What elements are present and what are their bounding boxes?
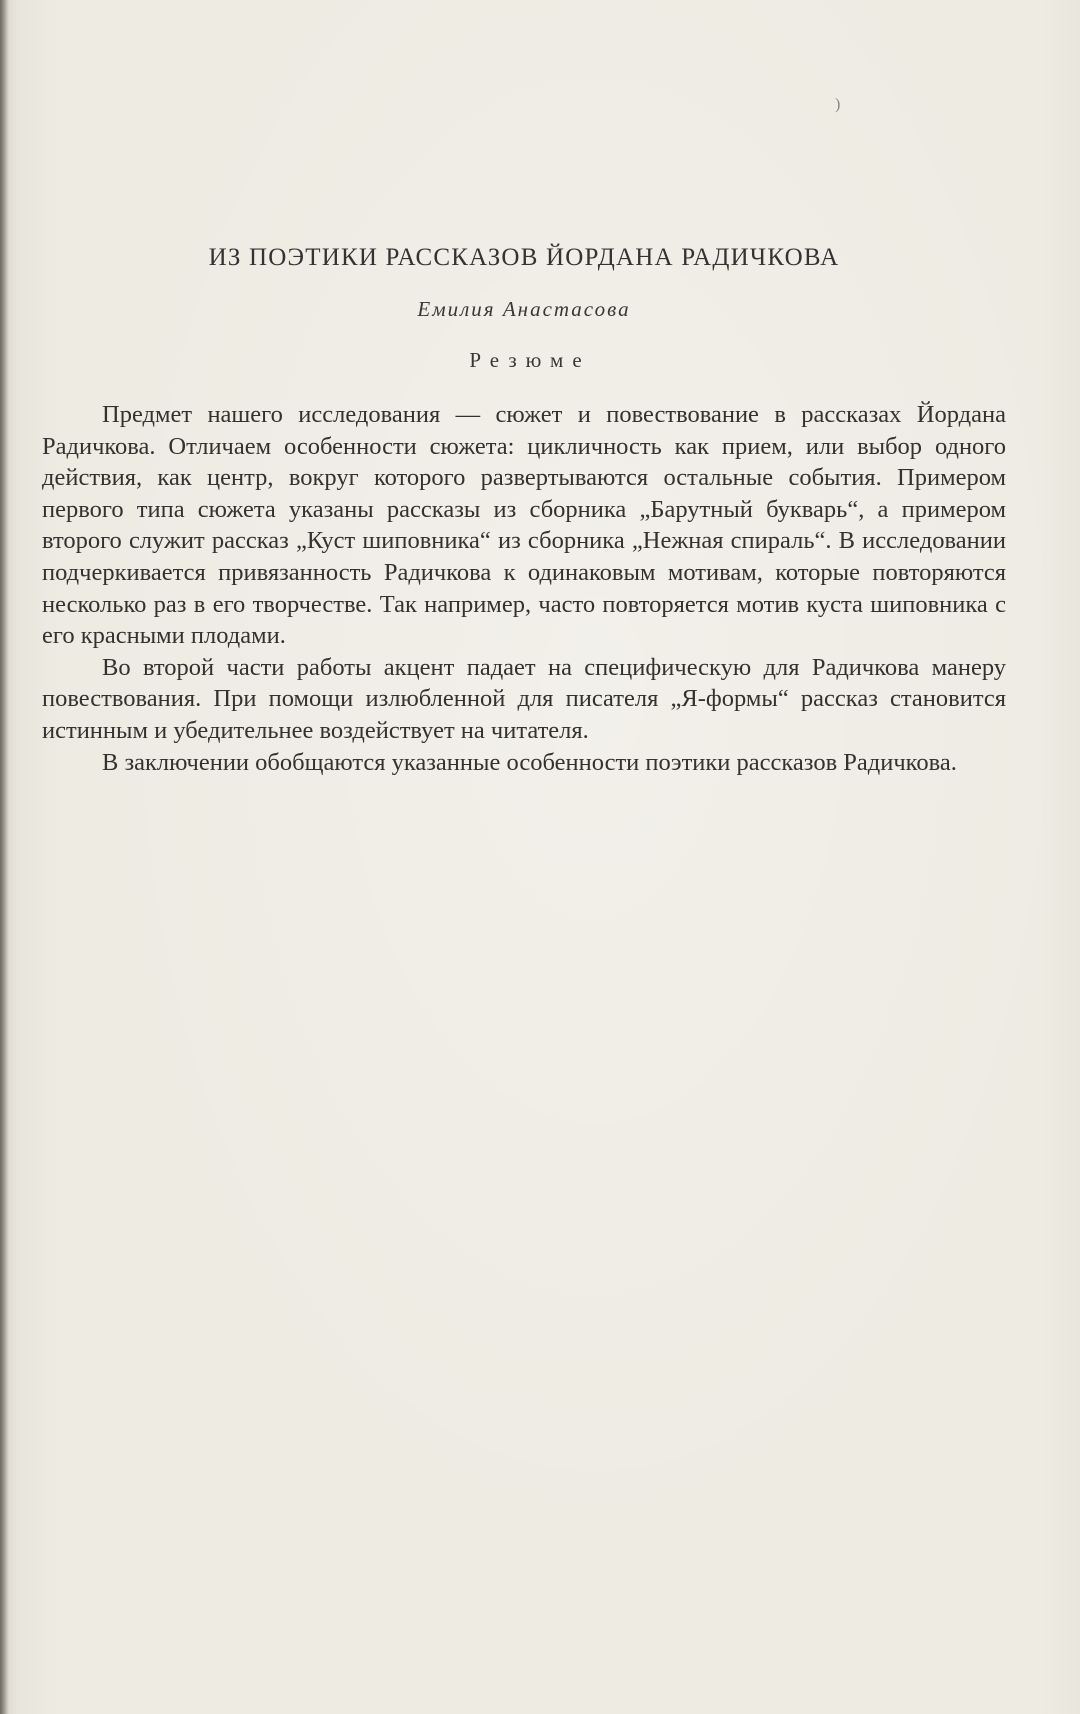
summary-paragraph: Во второй части работы акцент падает на специфическую для Радичкова манеру повествования. При помощи излюбленной для писателя „Я-формы“ рассказ становится истинным и убедительнее воздействует на читателя. — [42, 653, 1006, 744]
article-author: Емилия Анастасова — [417, 297, 631, 321]
summary-paragraph: Предмет нашего исследования — сюжет и повествование в рассказах Йордана Радичкова. Отличаем особенности сюжета: цикличность как прием, или выбор одного действия, как центр, вокруг которого развертываются остальные события. Примером первого типа сюжета указаны рассказы из сборника „Барутный букварь“, а примером второго служит рассказ „Куст шиповника“ из сборника „Нежная спираль“. В исследовании подчеркивается привязанность Радичкова к одинаковым мотивам, которые повторяются несколько раз в его творчестве. Так например, часто повторяется мотив куста шиповника с его красными плодами. — [42, 401, 1006, 650]
article-title: ИЗ ПОЭТИКИ РАССКАЗОВ ЙОРДАНА РАДИЧКОВА — [208, 244, 840, 271]
summary-body — [42, 399, 1006, 778]
summary-paragraph: В заключении обобщаются указанные особенности поэтики рассказов Радичкова. — [102, 748, 957, 776]
summary-heading: Резюме — [469, 348, 591, 372]
scan-mark: ) — [835, 96, 841, 113]
